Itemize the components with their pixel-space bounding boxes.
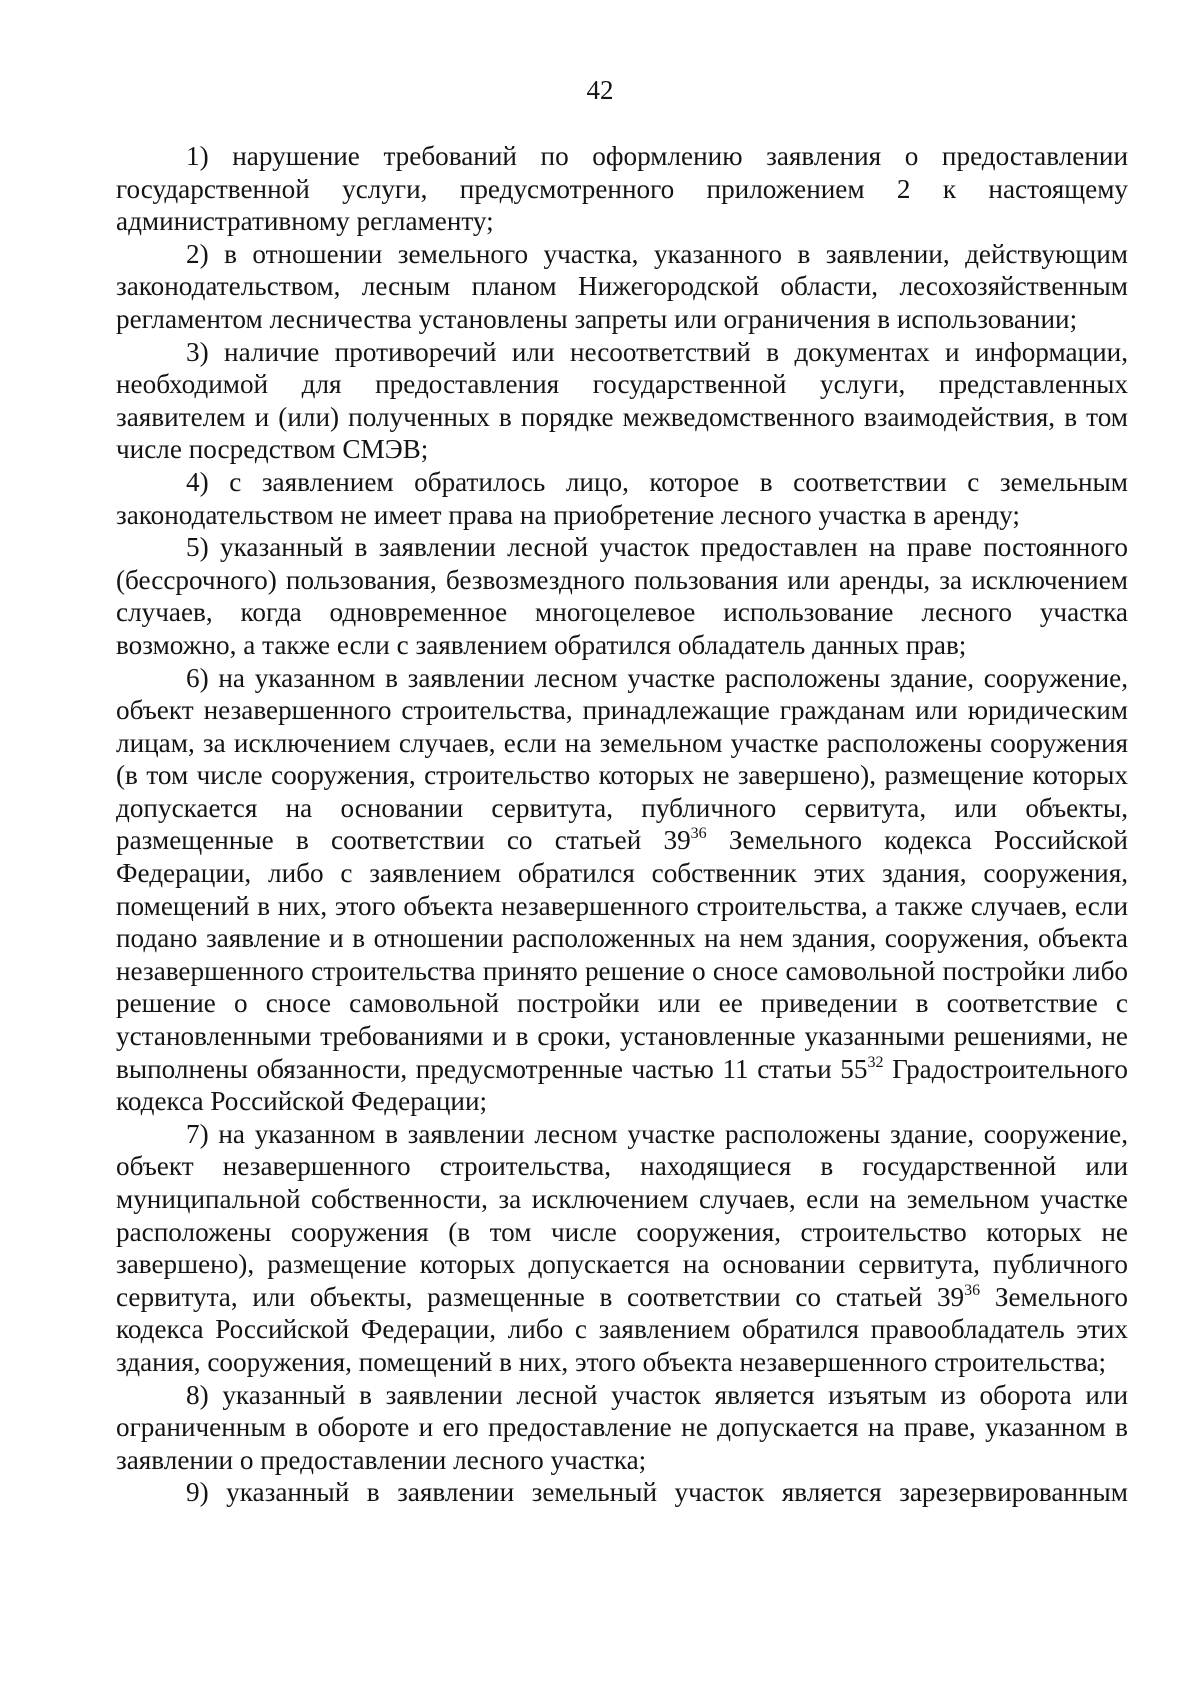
list-item-7-text-part-2: Земельного кодекса Российской Федерации, либо с заявлением обратился правообладатель этих здания, сооружения, помещений в них, этого объекта незавершенного строительства; [116,1281,1128,1377]
page-number: 42 [586,75,614,105]
list-item-6-text-part-3: Градостроительного кодекса Российской Федерации; [116,1053,1128,1117]
superscript-article-number: 32 [867,1053,884,1071]
list-item-5: 5) указанный в заявлении лесной участок предоставлен на праве постоянного (бессрочного) пользования, безвозмездного пользования или аренды, за исключением случаев, когда одновременное многоцелевое использование лесного участка возможно, а также если с заявлением обратился обладатель данных прав; [116,532,1128,660]
list-item-8: 8) указанный в заявлении лесной участок является изъятым из оборота или ограниченным в обороте и его предоставление не допускается на праве, указанном в заявлении о предоставлении лесного участка; [116,1379,1128,1475]
list-item-2: 2) в отношении земельного участка, указанного в заявлении, действующим законодательством, лесным планом Нижегородской области, лесохозяйственным регламентом лесничества установлены запреты или ограничения в использовании; [116,238,1128,334]
list-item-4: 4) с заявлением обратилось лицо, которое в соответствии с земельным законодательством не имеет права на приобретение лесного участка в аренду; [116,466,1128,530]
list-item-7-text-part-1: 7) на указанном в заявлении лесном участке расположены здание, сооружение, объект незавершенного строительства, находящиеся в государственной или муниципальной собственности, за исключением случаев, если на земельном участке расположены сооружения (в том числе сооружения, строительство которых не завершено), размещение которых допускается на основании сервитута, публичного сервитута, или объекты, размещенные в соответствии со статьей 39 [116,1118,1128,1312]
list-item-1: 1) нарушение требований по оформлению заявления о предоставлении государственной услуги, предусмотренного приложением 2 к настоящему административному регламенту; [116,141,1128,237]
list-item-6-text-part-2: Земельного кодекса Российской Федерации, либо с заявлением обратился собственник этих здания, сооружения, помещений в них, этого объекта незавершенного строительства, а также случаев, если подано заявление и в отношении расположенных на нем здания, сооружения, объекта незавершенного строительства принято решение о сносе самовольной постройки либо решение о сносе самовольной постройки или ее приведении в соответствие с установленными требованиями и в сроки, установленные указанными решениями, не выполнены обязанности, предусмотренные частью 11 статьи 55 [116,825,1128,1084]
document-body [116,140,1128,1509]
list-item-9: 9) указанный в заявлении земельный участок является зарезервированным [186,1477,1128,1508]
list-item-6 [116,662,1128,1118]
list-item-7 [116,1118,1128,1379]
superscript-article-number: 36 [690,825,707,843]
list-item-3: 3) наличие противоречий или несоответствий в документах и информации, необходимой для предоставления государственной услуги, представленных заявителем и (или) полученных в порядке межведомственного взаимодействия, в том числе посредством СМЭВ; [116,336,1128,465]
list-item-6-text-part-1: 6) на указанном в заявлении лесном участке расположены здание, сооружение, объект незавершенного строительства, принадлежащие гражданам или юридическим лицам, за исключением случаев, если на земельном участке расположены сооружения (в том числе сооружения, строительство которых не завершено), размещение которых допускается на основании сервитута, публичного сервитута, или объекты, размещенные в соответствии со статьей 39 [116,662,1128,856]
superscript-article-number: 36 [964,1281,981,1299]
